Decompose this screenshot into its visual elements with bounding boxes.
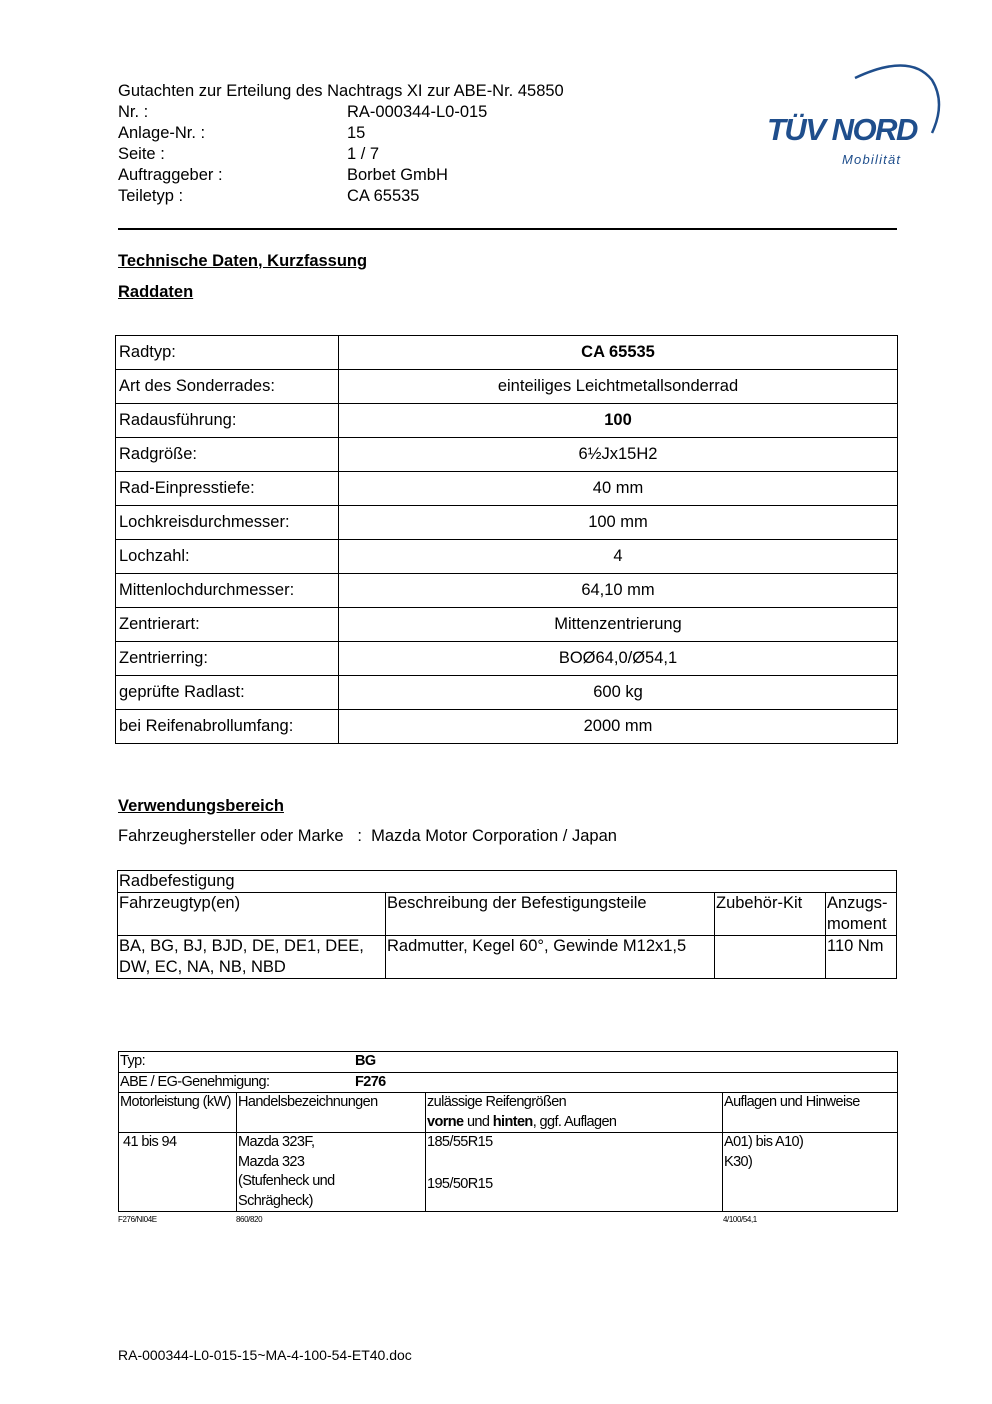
- code-approval: F276/NI04E: [118, 1215, 157, 1224]
- column-header-tyres: [426, 1093, 723, 1133]
- trade-names: [237, 1133, 426, 1212]
- header-label: Teiletyp :: [118, 187, 184, 205]
- row-label: Mittenlochdurchmesser:: [116, 574, 339, 608]
- row-label: Radtyp:: [116, 336, 339, 370]
- row-value: 2000 mm: [339, 710, 898, 744]
- tyre-size: 195/50R15: [427, 1175, 493, 1192]
- table-row: [116, 404, 898, 438]
- row-value: Mittenzentrierung: [339, 608, 898, 642]
- row-label: geprüfte Radlast:: [116, 676, 339, 710]
- table-row: [116, 710, 898, 744]
- column-header: Fahrzeugtyp(en): [118, 893, 386, 936]
- wheel-data-table: [115, 335, 898, 744]
- logo-subtitle: Mobilität: [842, 152, 902, 167]
- note: A01) bis A10): [724, 1134, 804, 1150]
- row-value: 64,10 mm: [339, 574, 898, 608]
- row-value: 40 mm: [339, 472, 898, 506]
- section-technical-data: Technische Daten, Kurzfassung: [118, 252, 368, 270]
- table-row: [118, 936, 897, 979]
- row-label: Art des Sonderrades:: [116, 370, 339, 404]
- row-value: einteiliges Leichtmetallsonderrad: [339, 370, 898, 404]
- notes: [723, 1133, 898, 1212]
- manufacturer-value: : Mazda Motor Corporation / Japan: [357, 827, 617, 845]
- header-label: Seite :: [118, 145, 165, 163]
- tyres-rest: , ggf. Auflagen: [532, 1113, 617, 1130]
- header-value: 1 / 7: [347, 145, 380, 163]
- table-row: [119, 1072, 898, 1093]
- tuv-nord-logo: [760, 58, 950, 173]
- trade-name: Mazda 323F,: [238, 1134, 315, 1150]
- code-bolt-pattern: 4/100/54,1: [723, 1215, 757, 1224]
- column-header: Zubehör-Kit: [715, 893, 826, 936]
- type-label: Typ:: [120, 1053, 145, 1069]
- table-row: [119, 1133, 898, 1212]
- tyres-and: und: [466, 1113, 490, 1130]
- row-label: bei Reifenabrollumfang:: [116, 710, 339, 744]
- column-header: Auflagen und Hinweise: [723, 1093, 898, 1133]
- trade-name: Schrägheck): [238, 1192, 313, 1209]
- manufacturer-label: Fahrzeughersteller oder Marke: [118, 827, 344, 845]
- footer-filename: RA-000344-L0-015-15~MA-4-100-54-ET40.doc: [118, 1347, 412, 1363]
- table-row: [118, 871, 897, 893]
- tyres-front: vorne: [427, 1113, 464, 1130]
- table-row: [116, 540, 898, 574]
- row-value: 600 kg: [339, 676, 898, 710]
- table-row: [116, 336, 898, 370]
- table-row: [119, 1093, 898, 1133]
- wheel-fixing-table: [117, 870, 897, 979]
- header-row-anlage: [118, 123, 564, 144]
- column-header: Beschreibung der Befestigungsteile: [386, 893, 715, 936]
- row-label: Lochzahl:: [116, 540, 339, 574]
- vehicle-types: BA, BG, BJ, BJD, DE, DE1, DEE, DW, EC, NA, NB, NBD: [118, 936, 386, 979]
- row-value: 6½Jx15H2: [339, 438, 898, 472]
- code-power: 860/820: [236, 1215, 263, 1224]
- tyres-rear: hinten: [492, 1113, 533, 1130]
- header-value: RA-000344-L0-015: [347, 103, 488, 121]
- accessory-kit: [715, 936, 826, 979]
- row-value: CA 65535: [339, 336, 898, 370]
- trade-name: (Stufenheck und: [238, 1173, 335, 1189]
- type-value: BG: [355, 1053, 376, 1069]
- tyre-size: 185/55R15: [427, 1134, 493, 1150]
- tyres-header-line1: zulässige Reifengrößen: [427, 1094, 567, 1110]
- section-usage: Verwendungsbereich: [118, 797, 284, 815]
- table-row: [116, 574, 898, 608]
- header-row-nr: [118, 102, 564, 123]
- row-value: 100: [339, 404, 898, 438]
- approval-value: F276: [355, 1073, 386, 1090]
- row-value: 4: [339, 540, 898, 574]
- table-row: [118, 893, 897, 936]
- header-label: Nr. :: [118, 103, 149, 121]
- table-row: [116, 608, 898, 642]
- note: K30): [724, 1153, 753, 1170]
- table-row: [116, 642, 898, 676]
- tightening-torque: 110 Nm: [826, 936, 897, 979]
- trade-name: Mazda 323: [238, 1153, 305, 1170]
- header-row-seite: [118, 144, 564, 165]
- vehicle-table: [118, 1051, 898, 1212]
- row-label: Rad-Einpresstiefe:: [116, 472, 339, 506]
- row-label: Radgröße:: [116, 438, 339, 472]
- header-label: Auftraggeber :: [118, 166, 223, 184]
- approval-label: ABE / EG-Genehmigung:: [120, 1073, 270, 1090]
- header-row-teiletyp: [118, 186, 564, 207]
- header-value: Borbet GmbH: [347, 166, 448, 184]
- manufacturer-line: [118, 827, 617, 846]
- document-header: [118, 81, 564, 207]
- row-value: BOØ64,0/Ø54,1: [339, 642, 898, 676]
- row-label: Lochkreisdurchmesser:: [116, 506, 339, 540]
- column-header: Motorleistung (kW): [119, 1093, 237, 1133]
- document-title: Gutachten zur Erteilung des Nachtrags XI zur ABE-Nr. 45850: [118, 82, 564, 100]
- row-label: Zentrierring:: [116, 642, 339, 676]
- approval-row: [119, 1072, 898, 1093]
- row-label: Radausführung:: [116, 404, 339, 438]
- table-row: [116, 676, 898, 710]
- row-label: Zentrierart:: [116, 608, 339, 642]
- header-divider: [118, 228, 897, 230]
- table-row: [116, 472, 898, 506]
- table-row: [116, 370, 898, 404]
- table-row: [116, 438, 898, 472]
- section-wheel-data: Raddaten: [118, 283, 194, 301]
- type-row: [119, 1052, 898, 1073]
- header-row-auftraggeber: [118, 165, 564, 186]
- fixing-description: Radmutter, Kegel 60°, Gewinde M12x1,5: [386, 936, 715, 979]
- tyre-sizes: [426, 1133, 723, 1212]
- engine-power: 41 bis 94: [119, 1133, 237, 1212]
- column-header: Anzugs-moment: [826, 893, 897, 936]
- header-value: 15: [347, 124, 366, 142]
- header-label: Anlage-Nr. :: [118, 124, 206, 142]
- column-header: Handelsbezeichnungen: [237, 1093, 426, 1133]
- logo-brand: TÜV NORD: [767, 112, 917, 147]
- row-value: 100 mm: [339, 506, 898, 540]
- header-value: CA 65535: [347, 187, 420, 205]
- fixing-title: Radbefestigung: [118, 871, 897, 893]
- table-row: [116, 506, 898, 540]
- table-row: [119, 1052, 898, 1073]
